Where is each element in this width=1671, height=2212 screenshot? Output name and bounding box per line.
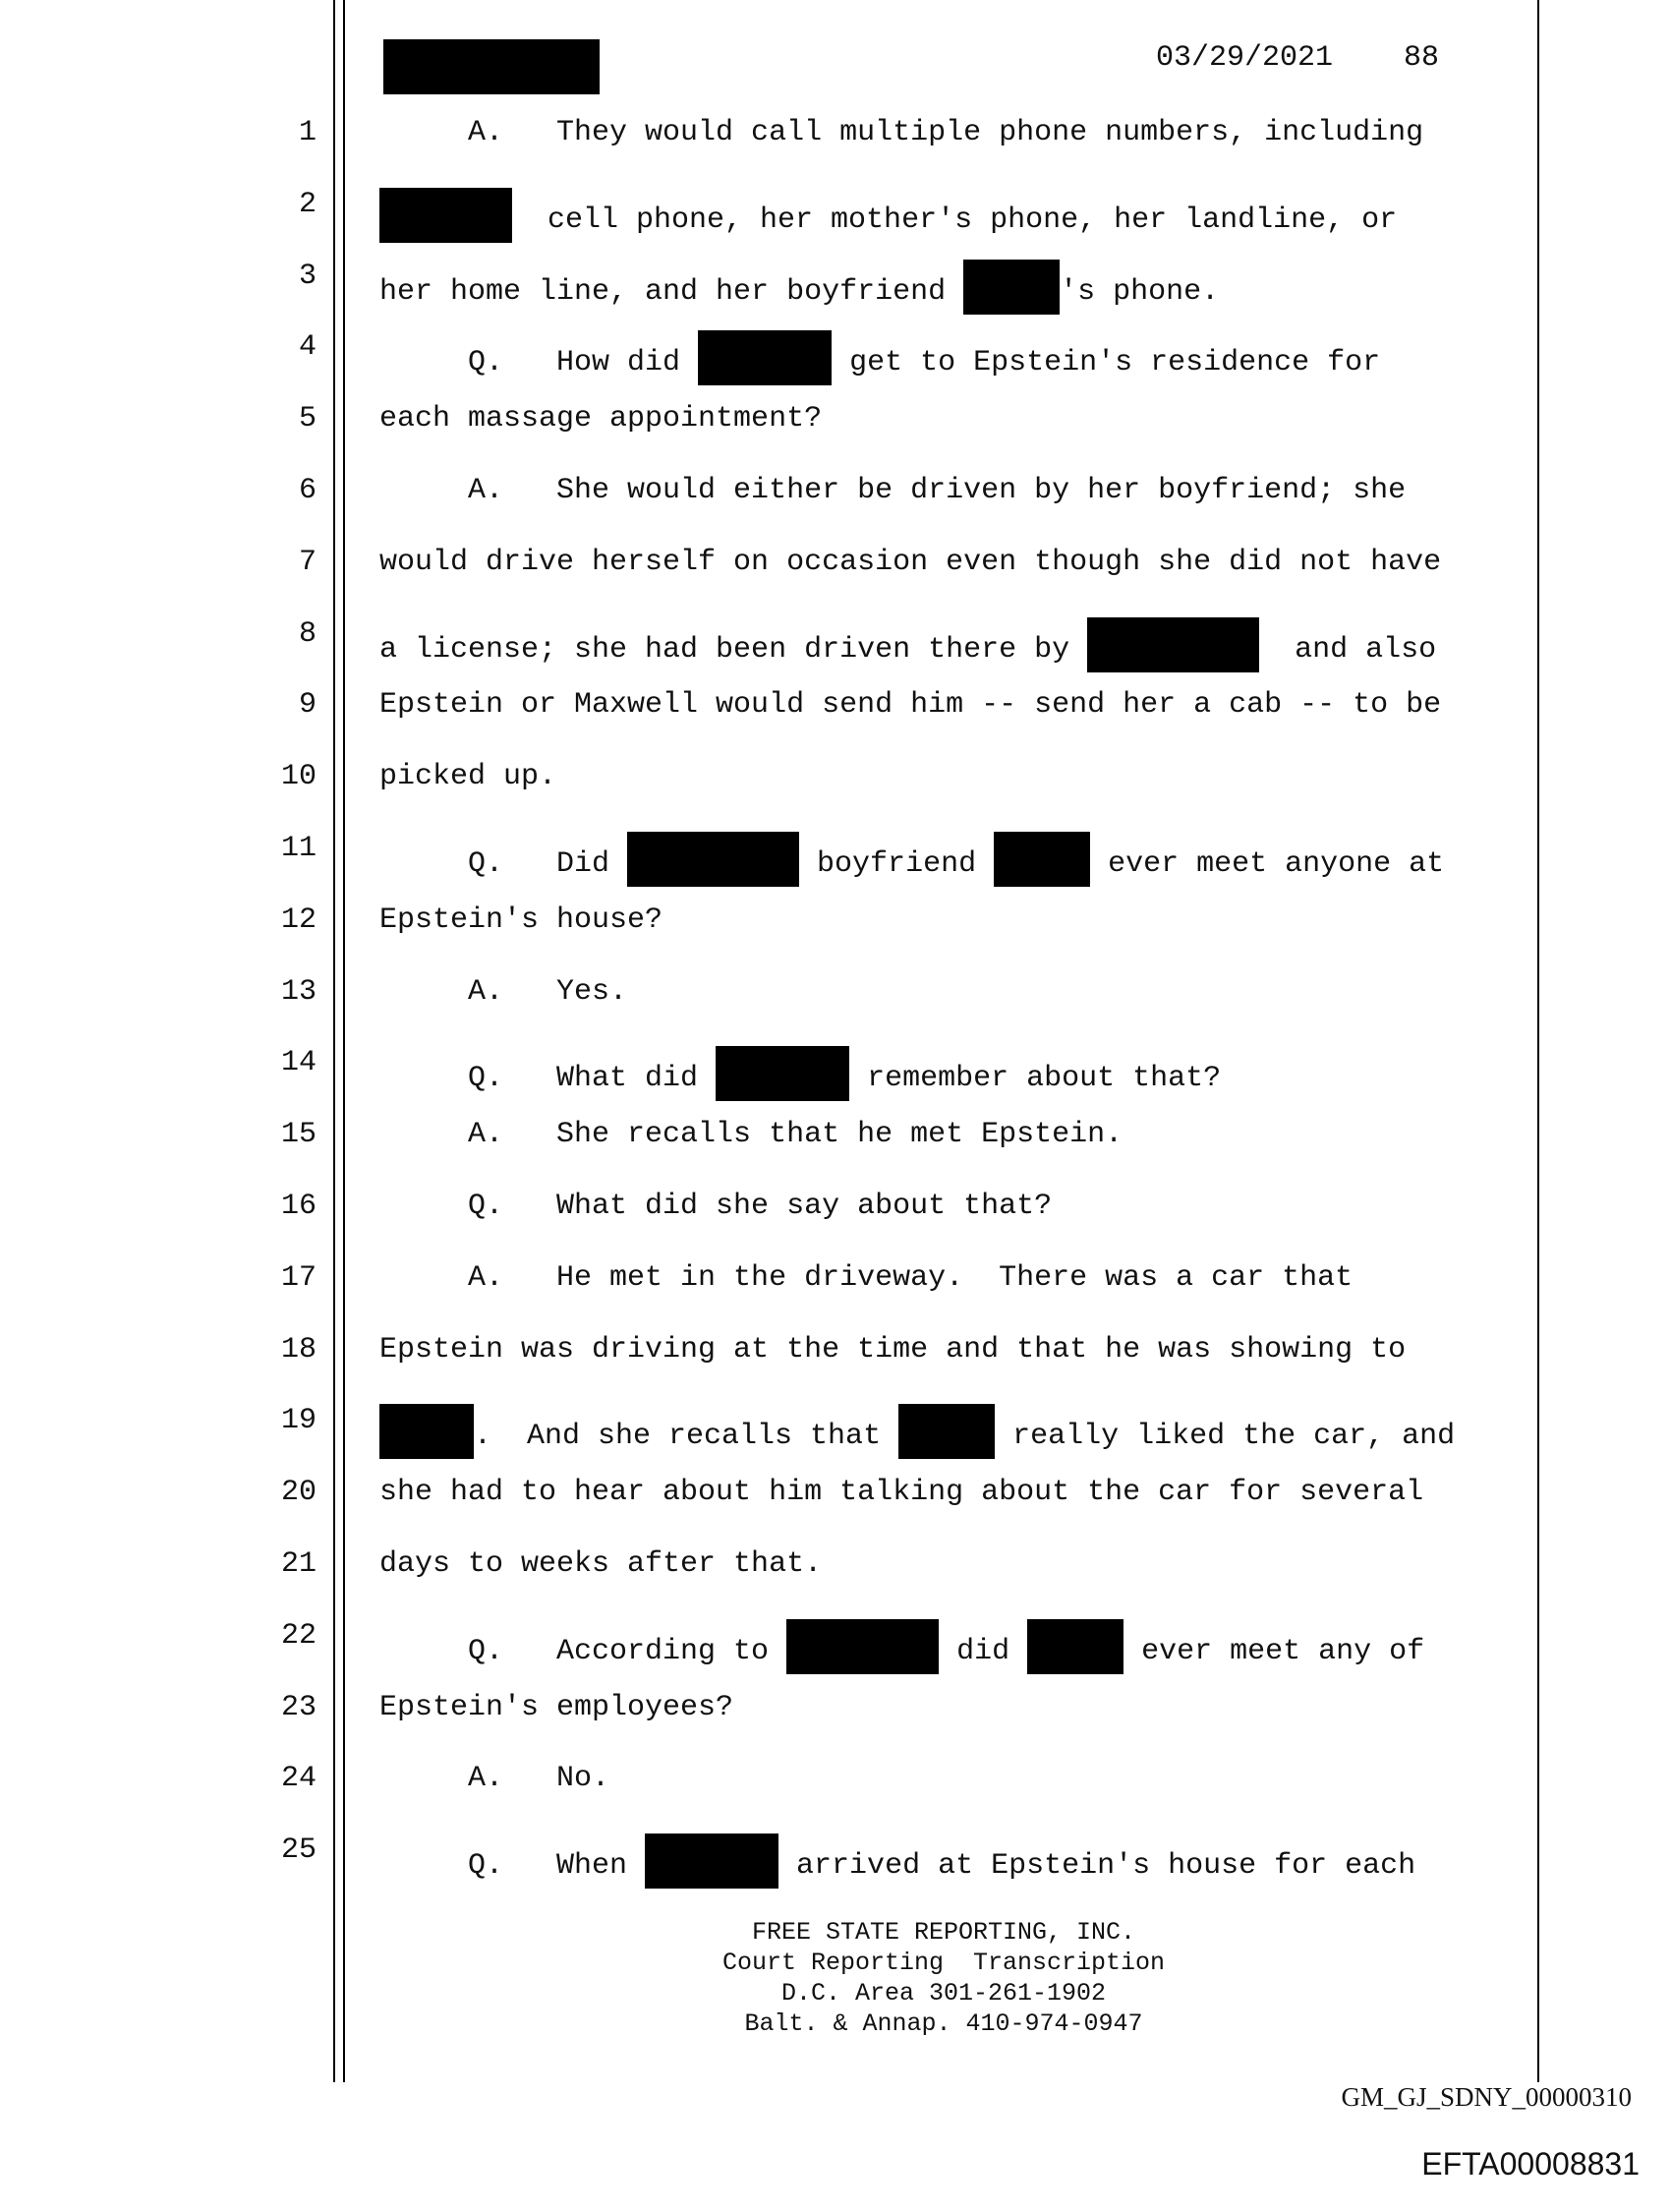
line-text: 's phone. [1060,274,1220,309]
line-number: 2 [298,187,317,221]
line-text: boyfriend [799,847,995,881]
transcript-line [379,1118,1123,1151]
page-number: 88 [1404,41,1440,75]
transcript-line [379,1762,609,1795]
transcript-line [379,617,1436,672]
line-number: 8 [298,616,317,651]
line-text: really liked the car, and [995,1420,1456,1454]
footer-services: Court Reporting Transcription [721,1949,1166,1977]
redaction-box [379,1404,474,1459]
line-number: 5 [298,402,317,437]
footer-balt-phone: Balt. & Annap. 410-974-0947 [744,2009,1143,2038]
line-text: Q. What did [379,1062,717,1096]
line-number: 17 [280,1260,317,1295]
transcript-line [379,1261,1353,1295]
transcript-line [379,832,1444,887]
transcript-line [379,116,1423,149]
line-text: arrived at Epstein's house for each [778,1849,1416,1884]
line-text: get to Epstein's residence for [832,346,1381,380]
line-text: Q. How did [379,346,699,380]
line-number: 1 [298,116,317,149]
line-text: each massage appointment? [379,402,823,437]
redaction-box [963,260,1060,315]
line-text: A. No. [379,1762,610,1796]
transcript-line [379,1046,1221,1101]
line-number: 24 [280,1762,317,1796]
transcript-line [379,1404,1455,1459]
line-number: 25 [280,1834,317,1868]
left-margin-rule-outer [333,0,335,2082]
transcript-line [379,1619,1424,1674]
transcript-line [379,546,1441,579]
redaction-box [379,188,512,243]
line-number: 11 [280,832,317,865]
redaction-box [645,1834,778,1889]
line-text: A. They would call multiple phone numbers, including [379,116,1424,149]
line-text: A. She recalls that he met Epstein. [379,1118,1124,1152]
bates-number: GM_GJ_SDNY_00000310 [1341,2082,1632,2112]
efta-number: EFTA00008831 [1421,2146,1640,2182]
redaction-box [698,330,832,385]
transcript-line [379,402,822,436]
line-text: and also [1259,632,1437,667]
transcript-line [379,1190,1052,1223]
line-text: picked up. [379,760,557,794]
line-number: 9 [298,688,317,723]
line-text: days to weeks after that. [379,1547,823,1581]
transcript-line [379,260,1219,315]
redaction-box [627,832,799,887]
line-number: 15 [280,1118,317,1152]
line-text: her home line, and her boyfriend [379,274,964,309]
header-date: 03/29/2021 [1156,41,1334,75]
transcript-line [379,330,1380,385]
line-number: 3 [298,259,317,293]
transcript-line [379,1834,1415,1889]
redaction-box [786,1619,939,1674]
transcript-line [379,760,556,793]
line-number: 16 [280,1190,317,1223]
line-number: 19 [280,1404,317,1438]
line-text: Epstein or Maxwell would send him -- send her a cab -- to be [379,688,1442,723]
footer-dc-phone: D.C. Area 301-261-1902 [780,1979,1107,2008]
line-text: Epstein was driving at the time and that he was showing to [379,1332,1407,1367]
transcript-line [379,688,1441,722]
transcript-line [379,975,627,1009]
line-number: 4 [298,330,317,365]
line-number: 21 [280,1547,317,1581]
line-text: Epstein's employees? [379,1690,734,1724]
redaction-box [898,1404,995,1459]
line-text: A. Yes. [379,974,628,1009]
line-number: 18 [280,1332,317,1367]
line-text: a license; she had been driven there by [379,632,1088,667]
transcript-line [379,1691,733,1724]
line-text: Q. When [379,1849,646,1884]
line-number: 12 [280,902,317,937]
line-text: remember about that? [849,1062,1222,1096]
footer-company: FREE STATE REPORTING, INC. [751,1918,1136,1947]
line-number: 20 [280,1476,317,1510]
left-margin-rule-inner [343,0,345,2082]
line-text: A. She would either be driven by her boyfriend; she [379,474,1407,507]
line-text: Epstein's house? [379,902,663,937]
line-number: 13 [280,974,317,1009]
line-number: 23 [280,1690,317,1724]
line-text: . And she recalls that [474,1420,899,1454]
transcript-line [379,1476,1423,1509]
transcript-line [379,903,663,937]
line-number: 14 [280,1046,317,1080]
line-number: 6 [298,474,317,507]
transcript-line [379,188,1397,243]
line-text: she had to hear about him talking about the car for several [379,1476,1424,1510]
transcript-line [379,1333,1406,1367]
reporter-footer [511,1917,1376,2039]
redaction-box [994,832,1090,887]
line-number: 10 [280,760,317,794]
line-text: ever meet anyone at [1090,847,1445,881]
line-text: cell phone, her mother's phone, her landline, or [512,203,1398,237]
redaction-box [716,1046,849,1101]
line-text: Q. What did she say about that? [379,1190,1053,1223]
redaction-box [1087,617,1259,672]
line-text: Q. Did [379,847,628,881]
transcript-line [379,474,1406,507]
line-text: ever meet any of [1124,1634,1425,1668]
line-text: A. He met in the driveway. There was a car that [379,1260,1354,1295]
line-text: Q. According to [379,1634,787,1668]
line-number: 7 [298,545,317,579]
redaction-box [1027,1619,1124,1674]
line-text: did [939,1634,1028,1668]
transcript-line [379,1547,822,1581]
header-redaction [383,39,600,94]
line-text: would drive herself on occasion even though she did not have [379,545,1442,579]
right-margin-rule [1537,0,1539,2082]
line-number: 22 [280,1618,317,1653]
